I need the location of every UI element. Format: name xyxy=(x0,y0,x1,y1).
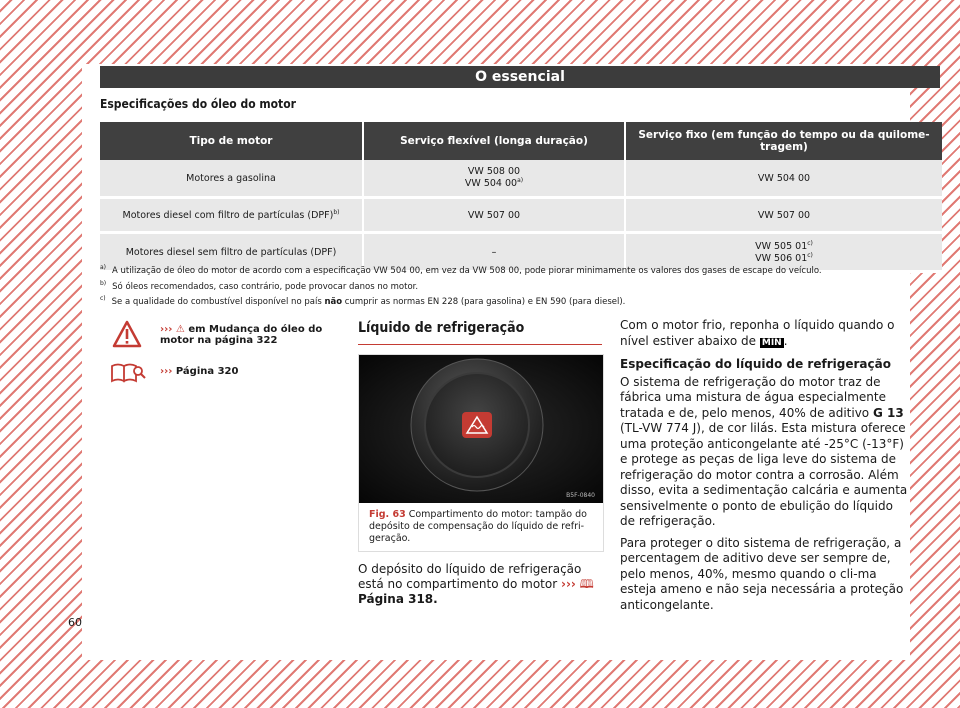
figure-number: Fig. 63 xyxy=(369,509,406,520)
footnote-mark: c) xyxy=(807,252,813,259)
subheading: Especificação do líquido de refrigeração xyxy=(620,357,891,371)
table-header: Tipo de motor xyxy=(100,122,363,160)
footnote-mark: a) xyxy=(517,177,524,185)
table-cell: VW 504 00 xyxy=(625,160,942,198)
coolant-location-text xyxy=(358,562,606,607)
cell-line xyxy=(630,240,938,252)
footnote-c xyxy=(100,295,625,307)
warning-reference-text: em Mudança do óleo do motor na página 322 xyxy=(160,324,323,346)
page-number: 60 xyxy=(68,616,82,629)
table-header-row xyxy=(100,122,942,160)
manual-book-icon: 🕮 xyxy=(579,577,594,591)
footnote-text: A utilização de óleo do motor de acordo com a especificação VW 504 00, em vez da VW 508 00, pode piorar minimamente os valores dos gases de escape do veículo. xyxy=(112,265,822,276)
table-cell: – xyxy=(363,233,625,272)
reference-box xyxy=(100,310,354,388)
figure-code: B5F-0840 xyxy=(566,492,595,499)
figure xyxy=(358,354,604,552)
page-reference[interactable] xyxy=(160,366,238,377)
warning-triangle-icon xyxy=(112,320,142,348)
min-mark: MIN xyxy=(761,337,782,348)
paragraph xyxy=(620,375,910,530)
footnote-mark: b) xyxy=(100,280,107,287)
table-cell xyxy=(100,198,363,233)
paragraph-text: O sistema de refrigeração do motor traz de fábrica uma mistura de água especialmente tratada e de, pelo menos, 40% de aditivo xyxy=(620,374,886,420)
table-cell: VW 507 00 xyxy=(363,198,625,233)
footnote-a xyxy=(100,264,822,276)
paragraph-text: Com o motor frio, reponha o líquido quando o nível estiver abaixo de xyxy=(620,318,895,348)
body-text: O depósito do líquido de refrigeração está no compartimento do motor xyxy=(358,562,582,591)
coolant-text-column xyxy=(620,318,910,619)
coolant-cap-image xyxy=(359,355,603,503)
table-row xyxy=(100,160,942,198)
section-title: Especificações do óleo do motor xyxy=(100,97,296,111)
paragraph: Para proteger o dito sistema de refrigeração, a percentagem de aditivo deve ser sempre de, pelo menos, 40%, mesmo quando o cli-ma esteja ameno e não seja necessária a proteção anticongelante. xyxy=(620,535,904,612)
paragraph-text: (TL-VW 774 J), de cor lilás. Esta mistura oferece uma proteção anticongelante até -25°C (-13°F) e protege as peças de liga leve do sistema de refrigeração do motor contra a corrosão. Além disso, evita a sedimentação calcária e aumenta sensivelmente o ponto de ebulição do líquido de refrigeração. xyxy=(620,421,908,528)
title-underline xyxy=(358,344,602,345)
oil-spec-table xyxy=(100,122,942,273)
footnote-text: Só óleos recomendados, caso contrário, pode provocar danos no motor. xyxy=(112,281,419,292)
page xyxy=(68,64,930,660)
additive-name: G 13 xyxy=(872,405,904,420)
footnote-mark: c) xyxy=(807,239,813,247)
table-cell: Motores a gasolina xyxy=(100,160,363,198)
footnote-mark: b) xyxy=(333,208,340,216)
arrow-glyph: ››› xyxy=(561,577,576,591)
cell-text: Motores diesel com filtro de partículas (DPF) xyxy=(122,210,334,222)
small-warning-icon: ⚠ xyxy=(175,324,185,335)
cell-text: VW 504 00 xyxy=(464,178,518,190)
footnote-text: Se a qualidade do combustível disponível no país xyxy=(111,296,325,307)
cell-text: VW 506 01 xyxy=(755,253,808,265)
table-row xyxy=(100,198,942,233)
coolant-section-title: Líquido de refrigeração xyxy=(358,320,525,336)
footnote-text: cumprir as normas EN 228 (para gasolina) e EN 590 (para diesel). xyxy=(342,296,626,307)
cell-line xyxy=(368,177,620,189)
footnote-b xyxy=(100,280,418,292)
footnote-bold: não xyxy=(324,296,343,307)
chapter-header: O essencial xyxy=(100,66,940,88)
figure-caption xyxy=(369,509,597,545)
table-cell: VW 507 00 xyxy=(625,198,942,233)
figure-caption-text: Compartimento do motor: tampão do depósito de compensação do líquido de refri-geração. xyxy=(369,509,587,544)
arrow-glyph: ››› xyxy=(160,324,173,335)
table-header: Serviço fixo (em função do tempo ou da quilome-tragem) xyxy=(625,122,942,160)
table-cell: Motores diesel sem filtro de partículas (DPF) xyxy=(100,233,363,272)
paragraph: Com o motor frio, reponha o líquido quando o nível estiver abaixo de MIN . xyxy=(620,318,895,348)
page-reference-text[interactable]: Página 318. xyxy=(358,592,438,606)
table-header: Serviço flexível (longa duração) xyxy=(363,122,625,160)
cell-line: VW 508 00 xyxy=(467,166,521,178)
footnote-mark: a) xyxy=(100,264,107,271)
cell-text: VW 505 01 xyxy=(755,241,808,252)
cell-line xyxy=(630,252,938,264)
arrow-glyph: ››› xyxy=(160,366,173,377)
manual-book-icon xyxy=(110,360,146,384)
coolant-cap-illustration xyxy=(359,355,603,503)
warning-reference[interactable] xyxy=(160,324,350,346)
page-reference-text: Página 320 xyxy=(175,366,239,377)
table-cell xyxy=(363,160,625,198)
footnote-mark: c) xyxy=(100,295,106,302)
